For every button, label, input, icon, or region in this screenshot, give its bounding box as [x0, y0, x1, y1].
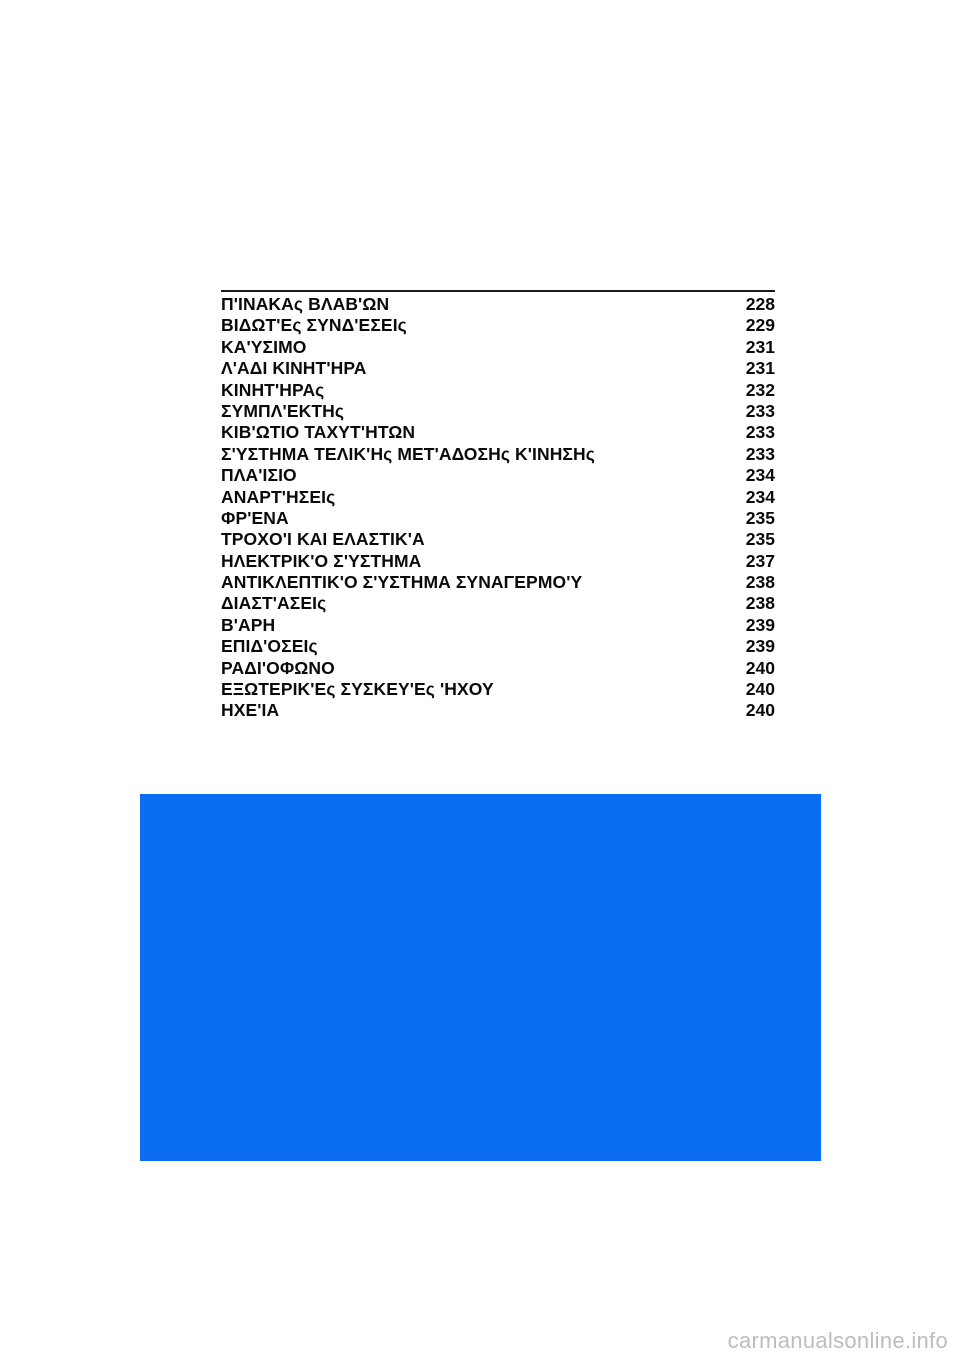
toc-entry-title: ΣΥΜΠΛ'ΕΚΤΗς [221, 400, 345, 421]
toc-entry-page: 237 [745, 550, 775, 571]
toc-entry-title: ΚΑ'ΥΣΙΜΟ [221, 336, 307, 357]
toc-entry-page: 231 [745, 358, 775, 379]
toc-entry-page: 231 [745, 336, 775, 357]
toc-entry-page: 240 [745, 679, 775, 700]
toc-entry [221, 465, 775, 486]
toc-entry-title: ΤΡΟΧΟ'Ι ΚΑΙ ΕΛΑΣΤΙΚ'Α [221, 529, 425, 550]
toc-entry [221, 551, 775, 572]
toc-entry [221, 401, 775, 422]
toc-entry-title: Β'ΑΡΗ [221, 614, 276, 635]
toc-entry-page: 233 [745, 400, 775, 421]
toc-entry-title: ΑΝΤΙΚΛΕΠΤΙΚ'Ο Σ'ΥΣΤΗΜΑ ΣΥΝΑΓΕΡΜΟ'Υ [221, 572, 583, 593]
toc-entry-title: ΑΝΑΡΤ'ΗΣΕΙς [221, 486, 336, 507]
toc-entry-title: ΚΙΝΗΤ'ΗΡΑς [221, 379, 325, 400]
toc-entry-page: 240 [745, 657, 775, 678]
toc-entry [221, 700, 775, 721]
toc-entry-page: 229 [745, 315, 775, 336]
toc-entry [221, 487, 775, 508]
toc-entry-title: ΕΞΩΤΕΡΙΚ'Ες ΣΥΣΚΕΥ'Ες 'ΗΧΟΥ [221, 679, 494, 700]
toc-entry [221, 337, 775, 358]
toc-entry-title: ΠΛΑ'ΙΣΙΟ [221, 465, 297, 486]
toc-entry-page: 232 [745, 379, 775, 400]
toc-entry-page: 233 [745, 443, 775, 464]
toc-entry [221, 529, 775, 550]
toc-entry-page: 228 [745, 294, 775, 314]
toc-entry-page: 240 [745, 700, 775, 721]
toc-entry-title: Σ'ΥΣΤΗΜΑ ΤΕΛΙΚ'Ης ΜΕΤ'ΑΔΟΣΗς Κ'ΙΝΗΣΗς [221, 443, 595, 464]
toc-entry-title: ΦΡ'ΕΝΑ [221, 507, 289, 528]
toc-entry [221, 658, 775, 679]
watermark-text: carmanualsonline.info [727, 1328, 948, 1353]
toc-entry-title: ΡΑΔΙ'ΟΦΩΝΟ [221, 657, 335, 678]
toc-entry-title: Π'ΙΝΑΚΑς ΒΛΑΒ'ΩΝ [221, 294, 390, 314]
toc-entry-title: Λ'ΑΔΙ ΚΙΝΗΤ'ΗΡΑ [221, 358, 367, 379]
toc-entry [221, 294, 775, 315]
toc-entry-title: ΗΛΕΚΤΡΙΚ'Ο Σ'ΥΣΤΗΜΑ [221, 550, 422, 571]
toc-entry-title: ΗΧΕ'ΙΑ [221, 700, 280, 721]
toc-entry [221, 679, 775, 700]
toc-entry-title: ΒΙΔΩΤ'Ες ΣΥΝΔ'ΕΣΕΙς [221, 315, 407, 336]
toc-entry-page: 235 [745, 507, 775, 528]
toc-entry-page: 235 [745, 529, 775, 550]
toc-entry [221, 636, 775, 657]
toc-entry-page: 239 [745, 636, 775, 657]
toc-entry-title: ΚΙΒ'ΩΤΙΟ ΤΑΧΥΤ'ΗΤΩΝ [221, 422, 416, 443]
toc-entry [221, 508, 775, 529]
toc-entry-page: 239 [745, 614, 775, 635]
toc-entry-page: 234 [745, 465, 775, 486]
toc-entry-title: ΕΠΙΔ'ΟΣΕΙς [221, 636, 318, 657]
toc-entry-page: 238 [745, 593, 775, 614]
toc-entry [221, 380, 775, 401]
toc-entry-page: 238 [745, 572, 775, 593]
toc-entry [221, 572, 775, 593]
toc-entry [221, 315, 775, 336]
toc-entry [221, 593, 775, 614]
toc-entry-page: 233 [745, 422, 775, 443]
toc-entry-title: ΔΙΑΣΤ'ΑΣΕΙς [221, 593, 327, 614]
blue-panel [140, 794, 821, 1161]
toc-entry [221, 422, 775, 443]
table-of-contents [221, 290, 775, 722]
toc-entry [221, 444, 775, 465]
toc-entry [221, 615, 775, 636]
toc-entry [221, 358, 775, 379]
toc-entry-page: 234 [745, 486, 775, 507]
